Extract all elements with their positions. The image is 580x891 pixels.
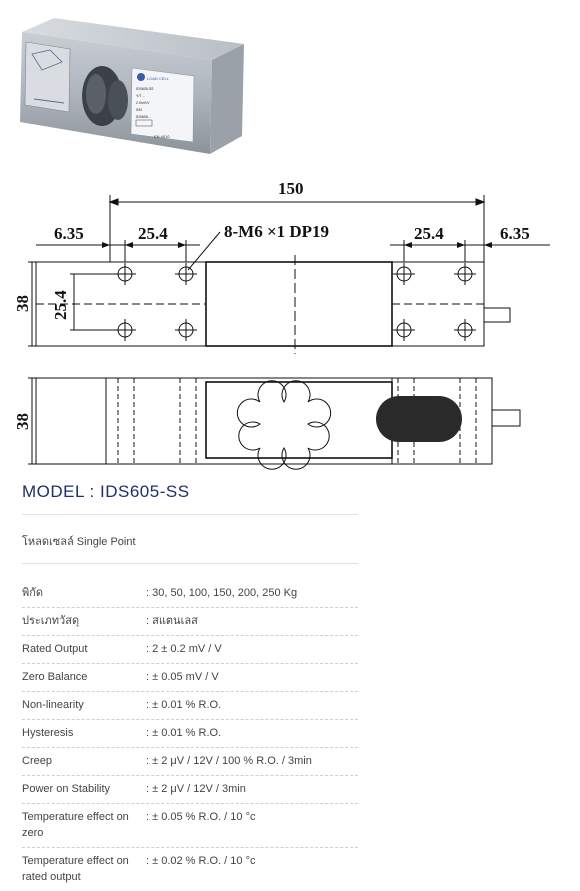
spec-row	[22, 848, 358, 891]
divider	[22, 514, 358, 515]
sticker-line-6: IDS605...	[136, 115, 151, 119]
dimension-drawing	[10, 170, 570, 480]
spec-value: : ± 0.01 % R.O.	[146, 727, 222, 739]
sticker-line-4: 2.0mV/V	[136, 101, 150, 105]
spec-table	[22, 580, 358, 891]
spec-value: : ± 2 μV / 12V / 3min	[146, 783, 246, 795]
sticker-line-2: IDS605-SS	[136, 87, 154, 91]
product-subtitle: โหลดเซลล์ Single Point	[22, 536, 136, 548]
spec-value: : ± 0.05 mV / V	[146, 671, 219, 683]
spec-row	[22, 776, 358, 804]
spec-value: : ± 2 μV / 12V / 100 % R.O. / 3min	[146, 755, 312, 767]
spec-value: : ± 0.02 % R.O. / 10 °c	[146, 855, 256, 867]
spec-label: Temperature effect on rated output	[22, 855, 129, 883]
spec-row	[22, 664, 358, 692]
sticker-bottom-code: EN 4010	[154, 134, 170, 139]
spec-row	[22, 636, 358, 664]
spec-row	[22, 692, 358, 720]
spec-value: : 30, 50, 100, 150, 200, 250 Kg	[146, 587, 298, 599]
spec-row	[22, 720, 358, 748]
spec-row	[22, 608, 358, 636]
spec-row	[22, 580, 358, 608]
dim-left-hole-spacing: 25.4	[138, 224, 168, 243]
spec-label: พิกัด	[22, 587, 44, 599]
spec-label: Temperature effect on zero	[22, 811, 129, 839]
spec-row	[22, 804, 358, 848]
sticker-line-1: LOAD CELL	[147, 76, 170, 81]
spec-value: : สแตนเลส	[146, 615, 198, 627]
spec-label: ประเภทวัสดุ	[22, 615, 80, 627]
dim-right-hole-spacing: 25.4	[414, 224, 444, 243]
dim-total-length: 150	[278, 179, 304, 198]
model-title: MODEL : IDS605-SS	[22, 482, 190, 501]
dim-right-edge: 6.35	[500, 224, 530, 243]
product-photo	[14, 14, 264, 164]
spec-label: Rated Output	[22, 643, 88, 655]
dim-side-height: 38	[13, 413, 32, 430]
spec-row	[22, 748, 358, 776]
spec-value: : ± 0.01 % R.O.	[146, 699, 222, 711]
load-cell-photo	[14, 14, 264, 164]
spec-label: Zero Balance	[22, 671, 88, 683]
spec-label: Creep	[22, 755, 52, 767]
dim-left-edge: 6.35	[54, 224, 84, 243]
technical-drawing	[10, 170, 570, 480]
sticker-line-5: S/N	[136, 108, 142, 112]
dim-hole-vertical-spacing: 25.4	[51, 290, 70, 320]
spec-label: Hysteresis	[22, 727, 74, 739]
sticker-line-3: Y/T ...	[136, 94, 146, 98]
spec-value: : 2 ± 0.2 mV / V	[146, 643, 222, 655]
dim-thread-spec: 8-M6 ×1 DP19	[224, 222, 330, 241]
spec-label: Non-linearity	[22, 699, 84, 711]
spec-value: : ± 0.05 % R.O. / 10 °c	[146, 811, 256, 823]
dim-top-height: 38	[13, 295, 32, 312]
spec-label: Power on Stability	[22, 783, 111, 795]
divider	[22, 563, 358, 564]
